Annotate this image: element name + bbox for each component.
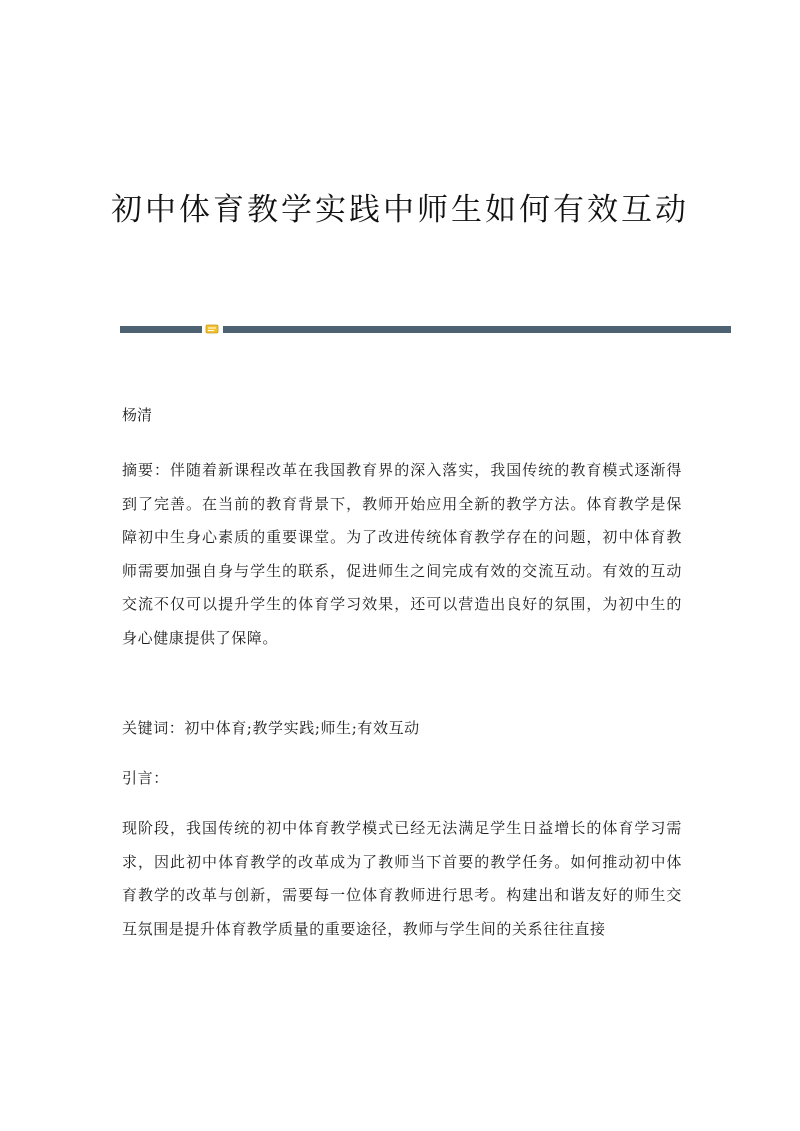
document-title: 初中体育教学实践中师生如何有效互动 [111, 192, 689, 228]
introduction-heading: 引言： [122, 769, 169, 787]
keywords-line: 关键词：初中体育;教学实践;师生;有效互动 [122, 719, 420, 737]
title-divider-left [120, 326, 202, 333]
introduction-paragraph: 现阶段，我国传统的初中体育教学模式已经无法满足学生日益增长的体育学习需求，因此初中体育教学的改革成为了教师当下首要的教学任务。如何推动初中体育教学的改革与创新，需要每一位体育教师进行思考。构建出和谐友好的师生交互氛围是提升体育教学质量的重要途径，教师与学生间的关系往往直接 [122, 819, 682, 938]
pencil-icon [205, 323, 219, 334]
abstract-paragraph: 摘要：伴随着新课程改革在我国教育界的深入落实，我国传统的教育模式逐渐得到了完善。在当前的教育背景下，教师开始应用全新的教学方法。体育教学是保障初中生身心素质的重要课堂。为了改进传统体育教学存在的问题，初中体育教师需要加强自身与学生的联系，促进师生之间完成有效的交流互动。有效的互动交流不仅可以提升学生的体育学习效果，还可以营造出良好的氛围，为初中生的身心健康提供了保障。 [122, 461, 682, 647]
title-divider-right [223, 326, 731, 333]
author-name: 杨清 [122, 406, 153, 424]
